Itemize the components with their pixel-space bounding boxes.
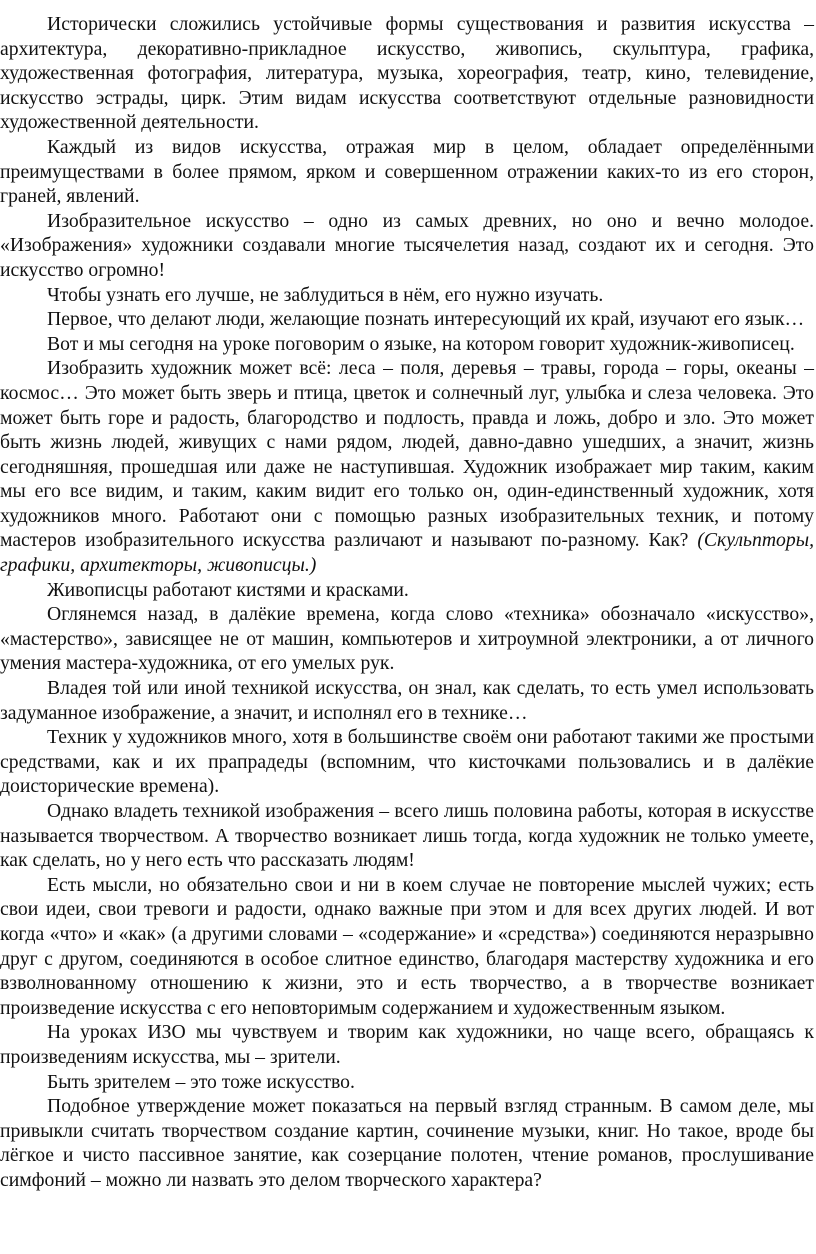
paragraph-13: Есть мысли, но обязательно свои и ни в коем случае не повторение мыслей чужих; есть свои идеи, свои тревоги и радости, однако важные при этом и для всех других людей. И вот когда «что» и «как» (а другими словами – «содержание» и «средства») соединяются неразрывно друг с другом, соединяются в особое слитное единство, благодаря мастерству художника и его взволнованному отношению к жизни, это и есть творчество, а в творчестве возникает произведение искусства с его неповторимым содержанием и художественным языком. <box>0 873 814 1019</box>
paragraph-16: Подобное утверждение может показаться на первый взгляд странным. В самом деле, мы привыкли считать творчеством создание картин, сочинение музыки, книг. Но такое, вроде бы лёгкое и чисто пассивное занятие, как созерцание полотен, чтение романов, прослушивание симфоний – можно ли назвать это делом творческого характера? <box>0 1095 814 1191</box>
paragraph-3: Изобразительное искусство – одно из самых древних, но оно и вечно молодое. «Изображения» художники создавали многие тысячелетия назад, создают их и сегодня. Это искусство огромно! <box>0 209 814 281</box>
paragraph-9: Оглянемся назад, в далёкие времена, когда слово «техника» обозначало «искусство», «мастерство», зависящее не от машин, компьютеров и хитроумной электроники, а от личного умения мастера-художника, от его умелых рук. <box>0 603 814 675</box>
paragraph-2: Каждый из видов искусства, отражая мир в целом, обладает определёнными преимуществами в более прямом, ярком и совершенном отражении каких-то из его сторон, граней, явлений. <box>0 135 814 208</box>
paragraph-10: Владея той или иной техникой искусства, он знал, как сделать, то есть умел использовать задуманное изображение, а значит, и исполнял его в технике… <box>0 677 814 724</box>
paragraph-6: Вот и мы сегодня на уроке поговорим о языке, на котором говорит художник-живописец. <box>47 332 795 355</box>
paragraph-7 <box>0 356 814 577</box>
paragraph-4: Чтобы узнать его лучше, не заблудиться в нём, его нужно изучать. <box>47 283 604 306</box>
paragraph-11: Техник у художников много, хотя в большинстве своём они работают такими же простыми средствами, как и их прапрадеды (вспомним, что кисточками пользовались и в далёкие доисторические времена). <box>0 726 814 798</box>
paragraph-8: Живописцы работают кистями и красками. <box>47 578 409 601</box>
paragraph-7-text: Изобразить художник может всё: леса – поля, деревья – травы, города – горы, океаны – космос… Это может быть зверь и птица, цветок и солнечный луг, улыбка и слеза человека. Это может быть горе и радость, благородство и подлость, правда и ложь, добро и зло. Это может быть жизнь людей, живущих с нами рядом, людей, давно-давно ушедших, а значит, жизнь сегодняшняя, прошедшая или даже не наступившая. Художник изображает мир таким, каким мы его все видим, и таким, каким видит его только он, один-единственный художник, хотя художников много. Работают они с помощью разных изобразительных техник, и потому мастеров изобразительного искусства различают и называют по-разному. Как? <box>0 357 814 552</box>
paragraph-1: Исторически сложились устойчивые формы существования и развития искусства – архитектура, декоративно-прикладное искусство, живопись, скульптура, графика, художественная фотография, литература, музыка, хореография, театр, кино, телевидение, искусство эстрады, цирк. Этим видам искусства соответствуют отдельные разновидности художественной деятельности. <box>0 13 814 134</box>
paragraph-12: Однако владеть техникой изображения – всего лишь половина работы, которая в искусстве называется творчеством. А творчество возникает лишь тогда, когда художник не только умеете, как сделать, но у него есть что рассказать людям! <box>0 800 814 872</box>
paragraph-5: Первое, что делают люди, желающие познать интересующий их край, изучают его язык… <box>47 308 805 331</box>
paragraph-15: Быть зрителем – это тоже искусство. <box>47 1070 355 1093</box>
paragraph-14: На уроках ИЗО мы чувствуем и творим как художники, но чаще всего, обращаясь к произведениям искусства, мы – зрители. <box>0 1021 814 1068</box>
document-body <box>0 12 814 1193</box>
paragraph-7-italic-answer: (Скульпторы, графики, архитекторы, живописцы.) <box>0 529 814 577</box>
